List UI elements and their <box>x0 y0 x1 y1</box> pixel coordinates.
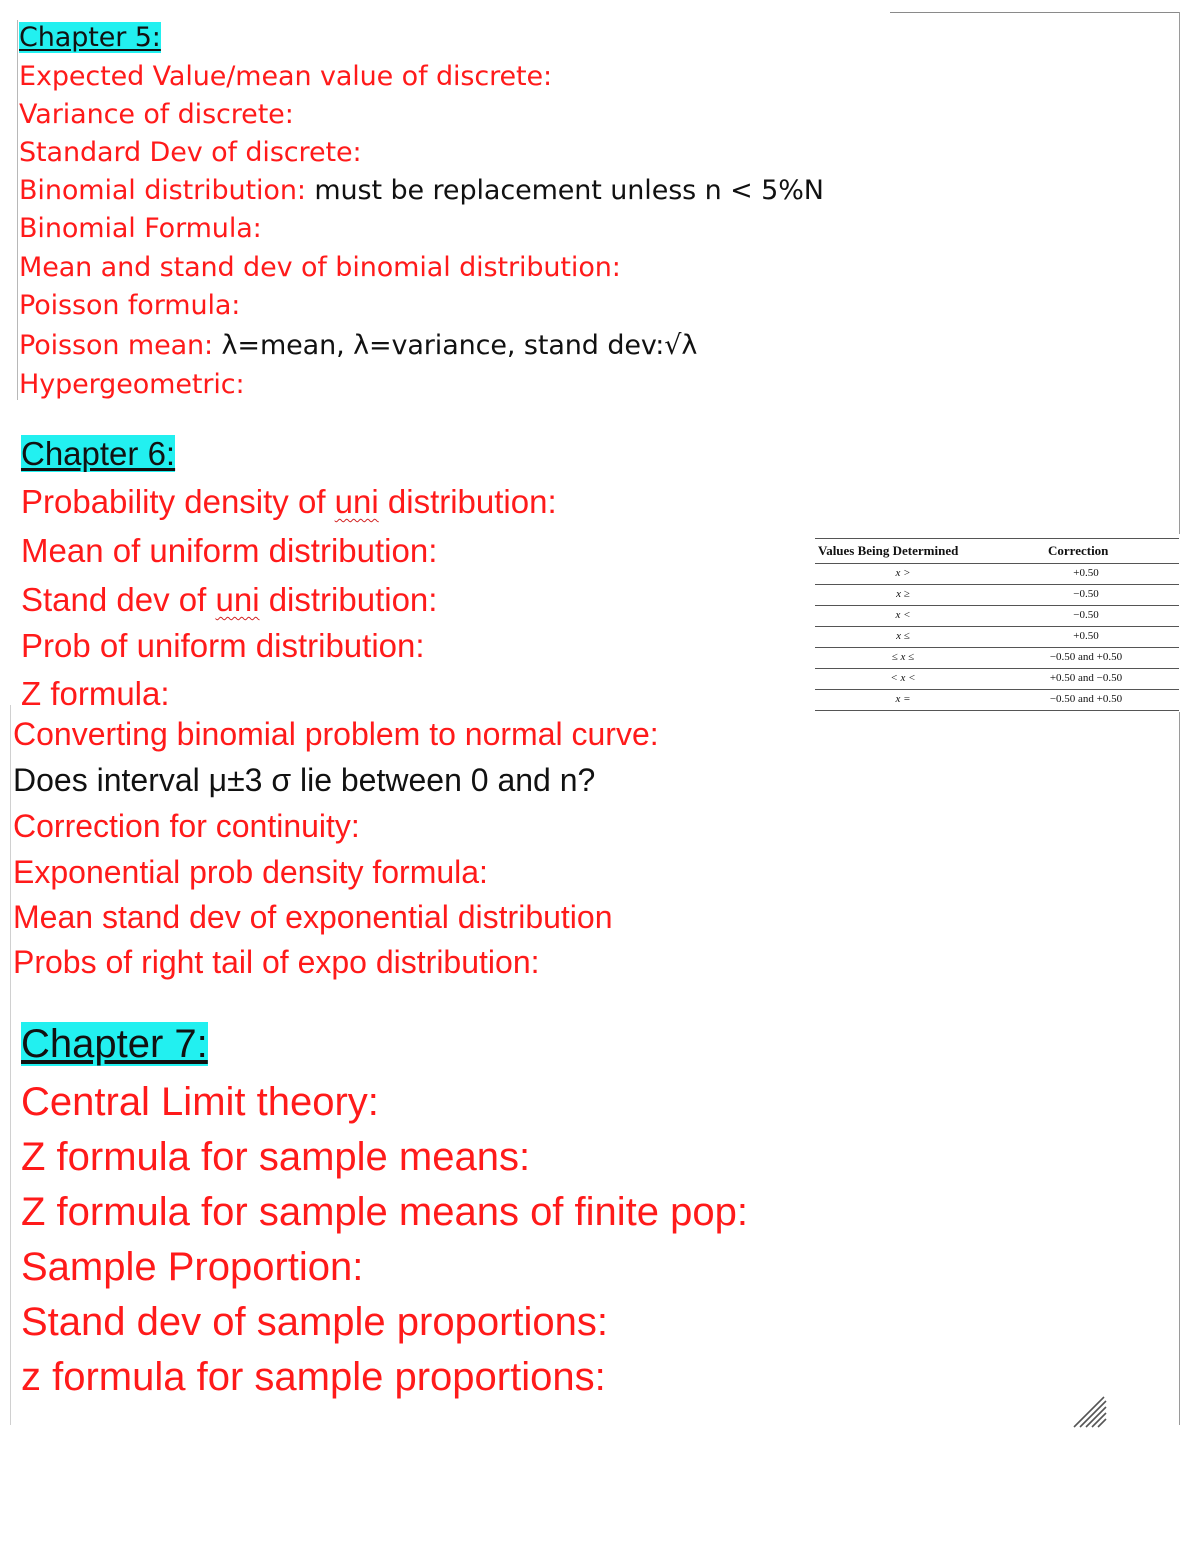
table-row <box>815 606 1179 627</box>
spellcheck-word: uni <box>215 581 260 618</box>
ch5-label: Variance of discrete: <box>19 99 294 130</box>
ch7-line: Sample Proportion: <box>21 1245 364 1289</box>
chapter6-heading-text: Chapter 6: <box>21 435 176 472</box>
col-correction-header: Correction <box>1048 543 1109 558</box>
table-row <box>815 627 1179 648</box>
ch6-exp-right-tail: Probs of right tail of expo distribution: <box>13 944 540 980</box>
table-row <box>815 585 1179 606</box>
ch5-line <box>19 175 824 206</box>
table-row <box>815 669 1179 690</box>
right-border <box>1179 12 1180 534</box>
ch6-text: Stand dev of <box>21 581 216 618</box>
table-cell: < x < <box>890 672 916 684</box>
col-values-header: Values Being Determined <box>818 543 959 558</box>
table-cell: +0.50 and −0.50 <box>1049 672 1123 684</box>
table-cell: ≤ x ≤ <box>891 651 915 663</box>
ch5-label: Hypergeometric: <box>19 369 245 400</box>
ch7-line: z formula for sample proportions: <box>21 1355 606 1399</box>
ch5-label: Standard Dev of discrete: <box>19 137 362 168</box>
ch5-line <box>19 330 697 361</box>
table-cell: x < <box>895 609 911 621</box>
table-cell: x > <box>895 567 911 579</box>
chapter7-heading <box>21 1022 208 1067</box>
ch5-line <box>19 213 262 244</box>
table-cell: x ≥ <box>896 588 910 600</box>
table-row <box>815 690 1179 711</box>
ch5-line <box>19 61 552 92</box>
ch5-line <box>19 290 240 321</box>
table-cell: +0.50 <box>1073 567 1099 579</box>
ch7-line: Z formula for sample means: <box>21 1135 531 1179</box>
table-cell: −0.50 and +0.50 <box>1049 693 1123 705</box>
continuity-correction-table <box>815 538 1179 711</box>
ch5-line <box>19 99 294 130</box>
chapter6-heading <box>21 435 175 473</box>
ch5-label: Poisson mean: <box>19 330 214 361</box>
ch7-line: Stand dev of sample proportions: <box>21 1300 609 1344</box>
ch6-exp-mean-sd: Mean stand dev of exponential distribution <box>13 899 613 935</box>
ch7-line: Central Limit theory: <box>21 1080 379 1124</box>
table-cell: x ≤ <box>896 630 910 642</box>
ch6-sd-uniform <box>21 581 437 619</box>
table-cell: x = <box>895 693 911 705</box>
ch6-text: Probability density of <box>21 483 335 520</box>
table-cell: −0.50 and +0.50 <box>1049 651 1123 663</box>
right-border-lower <box>1179 712 1180 1425</box>
ch6-pdf-uniform <box>21 483 557 521</box>
ch6-prob-uniform: Prob of uniform distribution: <box>21 627 425 664</box>
ch5-line <box>19 137 361 168</box>
chapter7-heading-text: Chapter 7: <box>21 1022 208 1066</box>
left-border <box>17 20 18 400</box>
left-border-lower <box>10 705 11 1425</box>
top-border <box>890 12 1180 13</box>
table-cell: −0.50 <box>1073 588 1099 600</box>
ch5-note: must be replacement unless n < 5%N <box>305 175 824 206</box>
ch6-z-formula: Z formula: <box>21 675 170 712</box>
ch6-text: distribution: <box>259 581 438 618</box>
chapter5-heading-text: Chapter 5: <box>19 22 161 53</box>
ch6-mean-uniform: Mean of uniform distribution: <box>21 532 438 569</box>
ch5-line <box>19 369 244 400</box>
ch5-label: Expected Value/mean value of discrete: <box>19 61 553 92</box>
resize-handle-icon[interactable] <box>1068 1393 1108 1429</box>
ch7-line: Z formula for sample means of finite pop: <box>21 1190 748 1234</box>
chapter5-heading <box>19 22 161 53</box>
ch6-converting: Converting binomial problem to normal curve: <box>13 716 659 752</box>
ch6-text: distribution: <box>378 483 557 520</box>
ch5-label: Binomial Formula: <box>19 213 262 244</box>
ch6-correction: Correction for continuity: <box>13 808 360 844</box>
table-cell: +0.50 <box>1073 630 1099 642</box>
ch5-label: Binomial distribution: <box>19 175 306 206</box>
ch5-line <box>19 252 621 283</box>
table-header <box>815 538 1179 564</box>
ch5-note: λ=mean, λ=variance, stand dev:√λ <box>213 330 698 361</box>
table-row <box>815 564 1179 585</box>
spellcheck-word: uni <box>334 483 379 520</box>
ch6-exp-pdf: Exponential prob density formula: <box>13 854 488 890</box>
ch6-interval-question: Does interval μ±3 σ lie between 0 and n? <box>13 762 596 798</box>
table-row <box>815 648 1179 669</box>
table-cell: −0.50 <box>1073 609 1099 621</box>
ch5-label: Mean and stand dev of binomial distribution: <box>19 252 621 283</box>
ch5-label: Poisson formula: <box>19 290 241 321</box>
